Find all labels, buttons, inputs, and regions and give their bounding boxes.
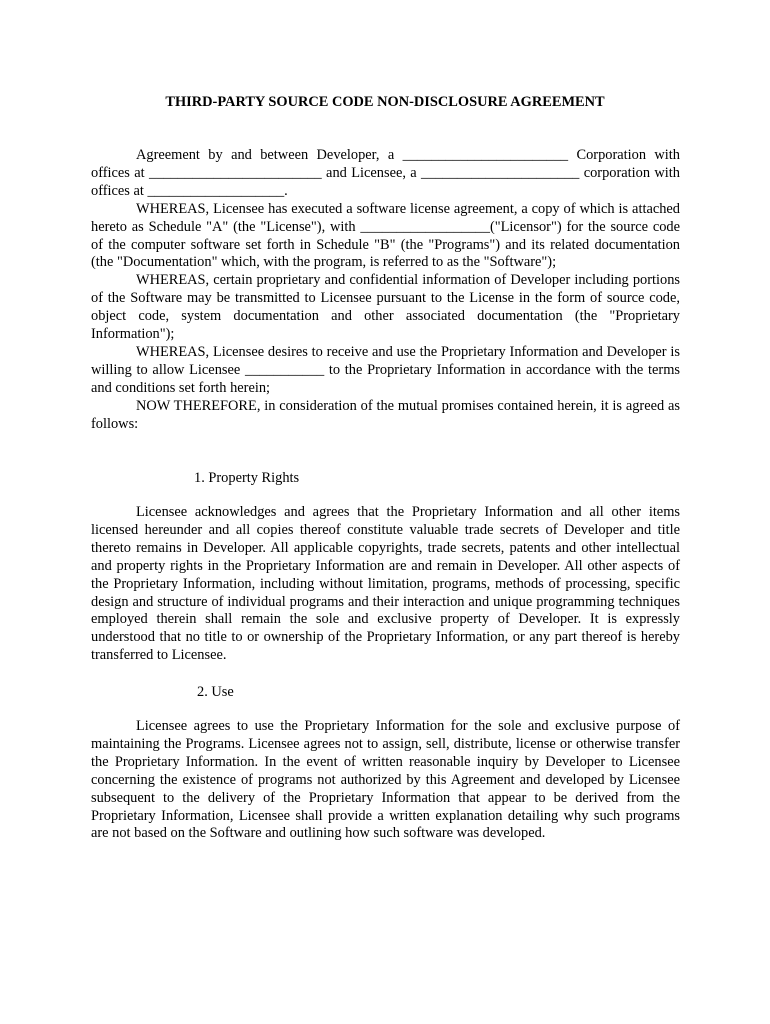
- document-title: THIRD-PARTY SOURCE CODE NON-DISCLOSURE AGREEMENT: [165, 94, 605, 110]
- property-rights-section: [91, 504, 680, 665]
- use-body: Licensee agrees to use the Proprietary Information for the sole and exclusive purpose of maintaining the Programs. Licensee agrees not to assign, sell, distribute, license or otherwise transfer the Proprietary Information. In the event of written reasonable inquiry by Developer to Licensee concerning the existence of programs not authorized by this Agreement and developed by Licensee subsequent to the delivery of the Proprietary Information that appear to be derived from the Proprietary Information, Licensee shall provide a written explanation detailing why such programs are not based on the Software and outlining how such software was developed.: [91, 718, 680, 842]
- now-therefore-paragraph: NOW THEREFORE, in consideration of the mutual promises contained herein, it is agreed as follows:: [91, 397, 680, 432]
- whereas-desire-paragraph: WHEREAS, Licensee desires to receive and use the Proprietary Information and Developer is willing to allow Licensee ___________ to the Proprietary Information in accordance with the terms and conditions set forth herein;: [91, 343, 680, 396]
- intro-section: [91, 147, 680, 434]
- whereas-proprietary-paragraph: WHEREAS, certain proprietary and confidential information of Developer including portions of the Software may be transmitted to Licensee pursuant to the License in the form of source code, object code, system documentation and other associated documentation (the "Proprietary Information");: [91, 272, 680, 343]
- use-section: [91, 718, 680, 843]
- property-rights-body: Licensee acknowledges and agrees that the Proprietary Information and all other items licensed hereunder and all copies thereof constitute valuable trade secrets of Developer and title thereto remains in Developer. All applicable copyrights, trade secrets, patents and other intellectual and property rights in the Proprietary Information are and remain in Developer. All other aspects of the Proprietary Information, including without limitation, programs, methods of processing, specific design and structure of individual programs and their interaction and unique programming techniques employed therein shall remain the sole and exclusive property of Developer. It is expressly understood that no title to or ownership of the Proprietary Information, or any part thereof is hereby transferred to Licensee.: [91, 504, 680, 664]
- section-heading-use: 2. Use: [197, 684, 234, 700]
- intro-paragraph-parties: Agreement by and between Developer, a _______________________ Corporation with offices at ________________________ and Licensee, a ______________________ corporation with offices at ___________________.: [91, 147, 680, 199]
- whereas-license-paragraph: WHEREAS, Licensee has executed a software license agreement, a copy of which is attached hereto as Schedule "A" (the "License"), with __________________("Licensor") for the source code of the computer software set forth in Schedule "B" (the "Programs") and its related documentation (the "Documentation" which, with the program, is referred to as the "Software");: [91, 200, 680, 271]
- section-heading-property-rights: 1. Property Rights: [194, 470, 300, 486]
